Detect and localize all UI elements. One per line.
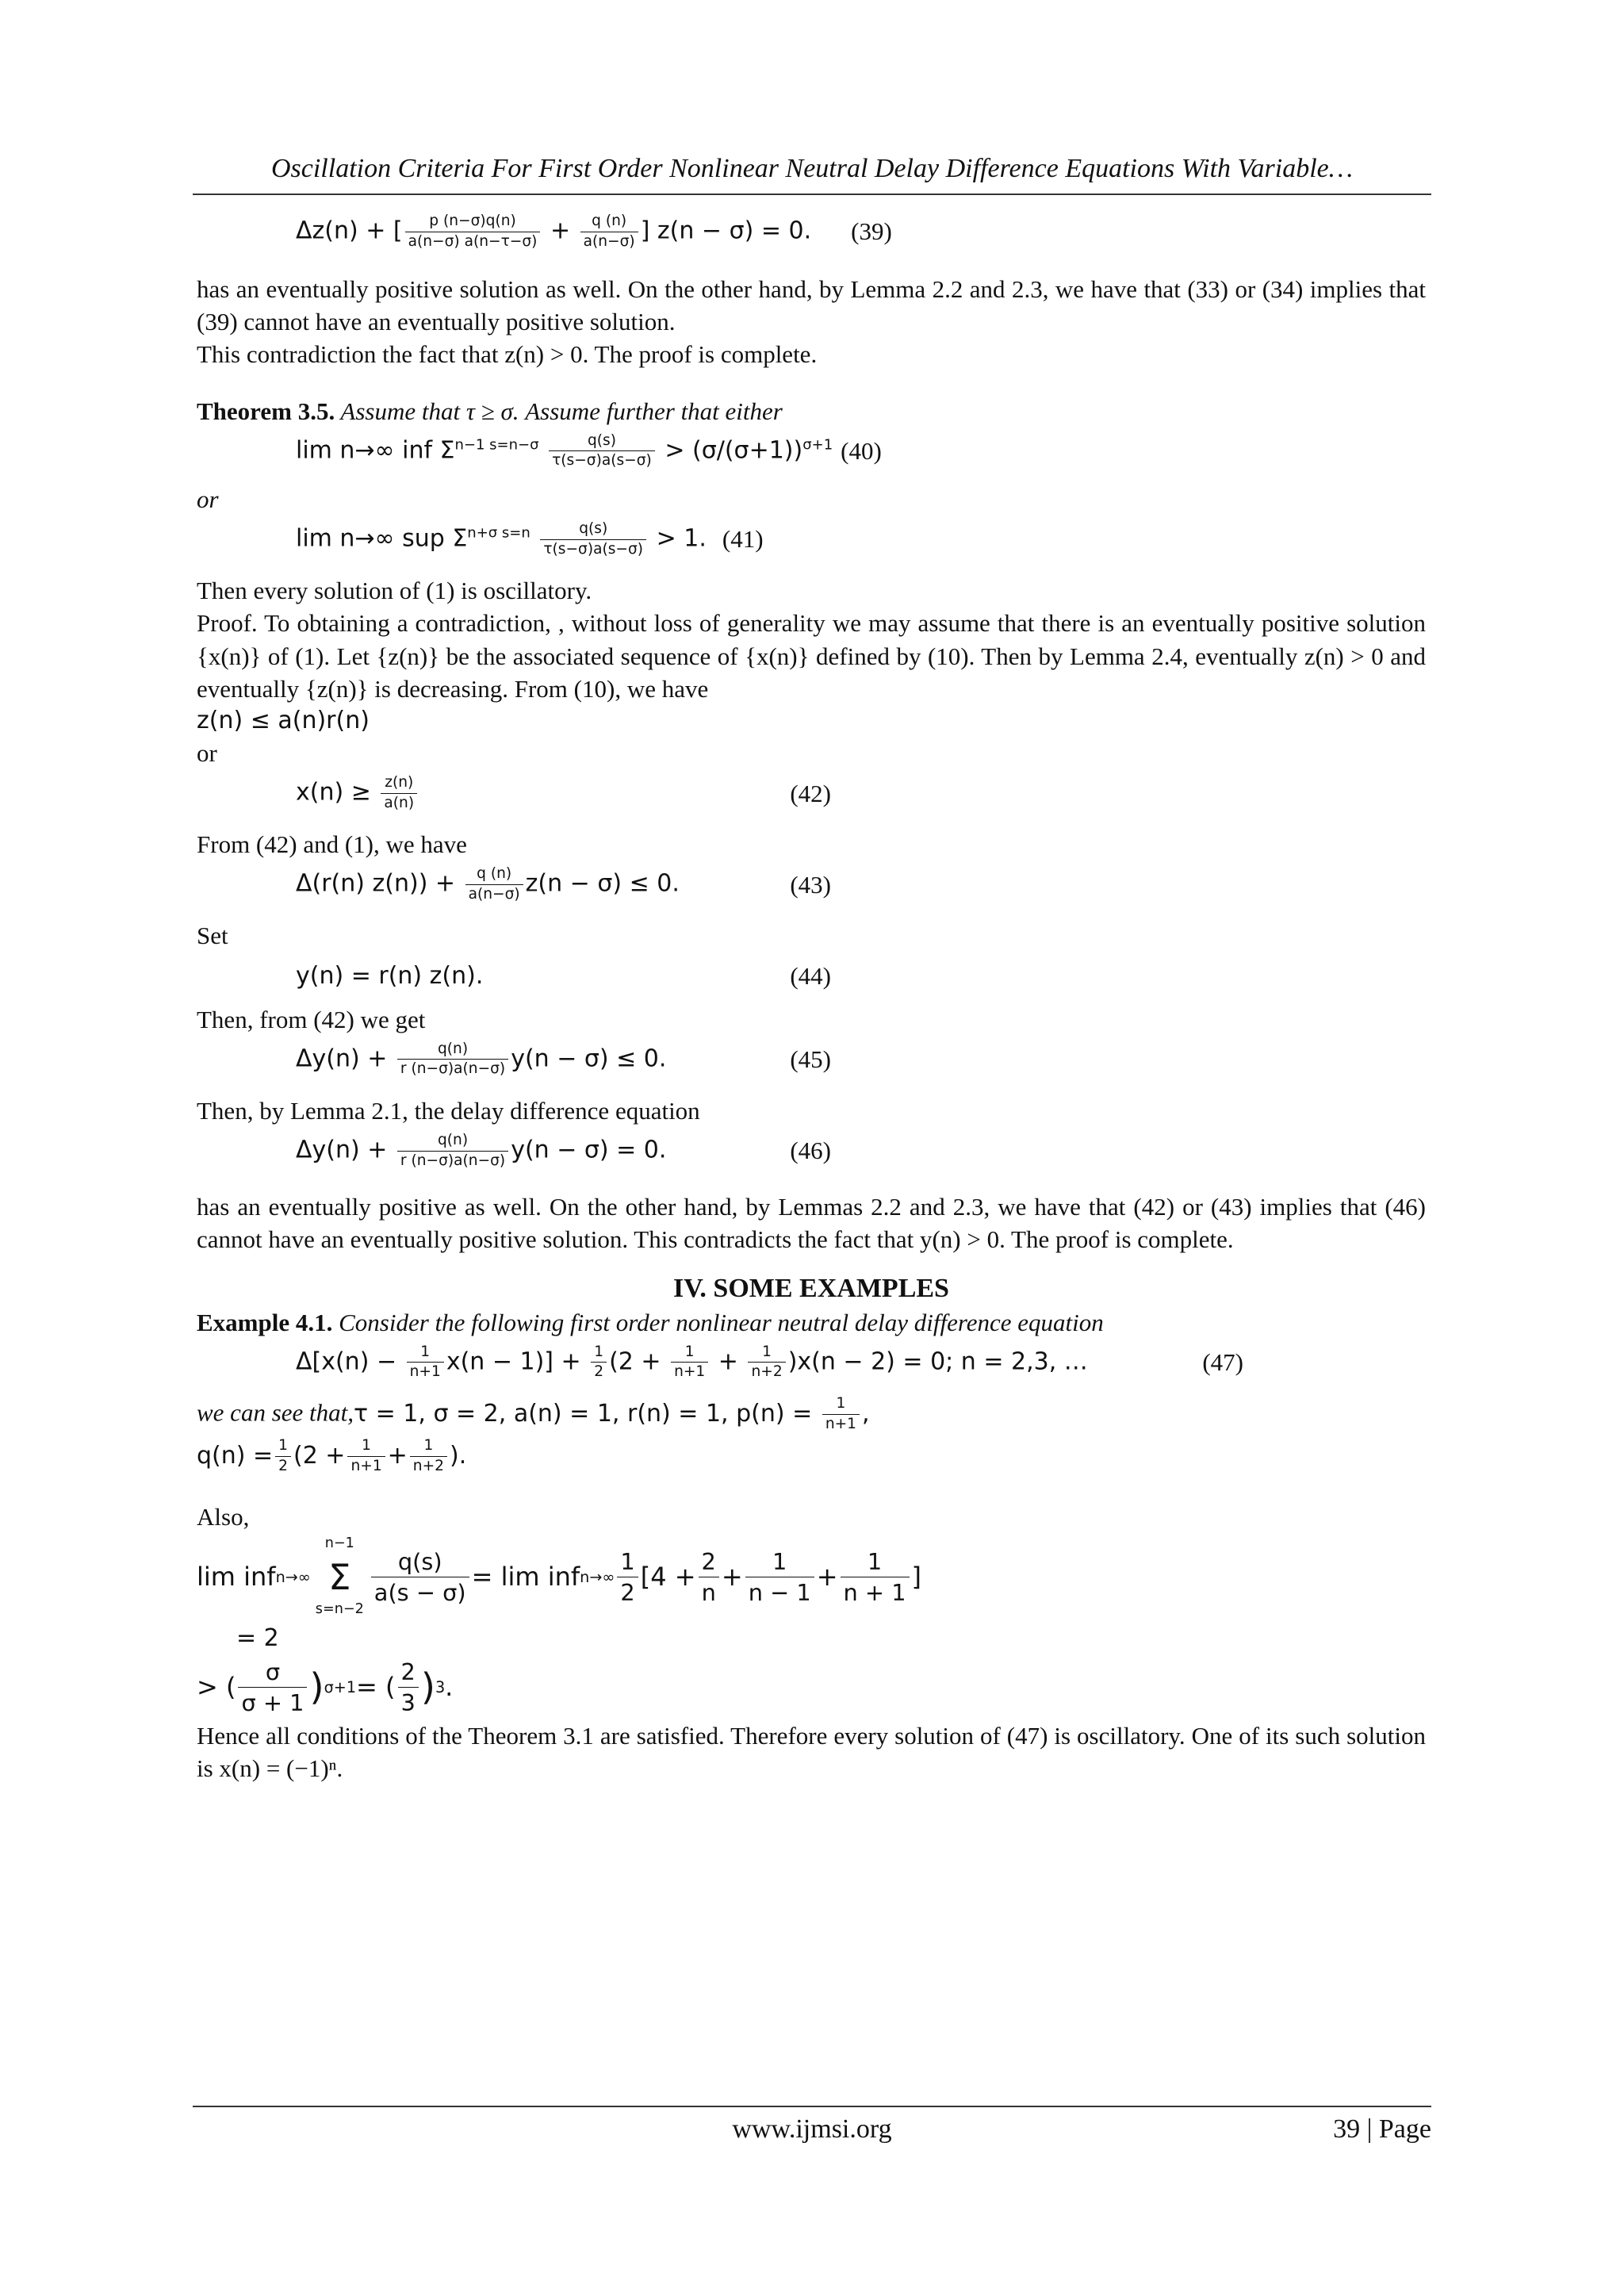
eq40-number: (40) (841, 437, 882, 466)
eq39-frac2: $\frac{q (n)}{a(n-\sigma)}$ (580, 212, 638, 251)
eq39-number: (39) (851, 217, 892, 246)
equation-45: Δy(n) + $\frac{q(n)}{r (n-\sigma)a(n-\sigma)}$ y(n − σ) ≤ 0. (45) (296, 1040, 831, 1078)
theorem-text: Assume that τ ≥ σ. Assume further that either (335, 397, 783, 425)
parameters-line: we can see that,τ = 1, σ = 2, a(n) = 1, r(n) = 1, p(n) = $\frac{1}{n+1}$ , (197, 1394, 870, 1432)
paragraph: has an eventually positive as well. On the other hand, by Lemmas 2.2 and 2.3, we have that (42) or (43) implies that (46) cannot have an eventually positive solution. This contradicts the fact that y(n) > 0. The proof is complete. (197, 1193, 1426, 1254)
eq42-number: (42) (790, 779, 831, 807)
eq39-lead: Δz(n) + [ (296, 217, 403, 245)
running-header: Oscillation Criteria For First Order Nonlinear Neutral Delay Difference Equations With Variable… (270, 154, 1354, 183)
or-text: or (197, 485, 219, 513)
result-line: = 2 (236, 1623, 279, 1652)
eq47-number: (47) (1202, 1348, 1243, 1377)
equation-43: Δ(r(n) z(n)) + $\frac{q (n)}{a(n-\sigma)}$ z(n − σ) ≤ 0. (43) (296, 865, 831, 903)
footer-url: www.ijmsi.org (732, 2114, 892, 2144)
or-text: or (197, 738, 217, 767)
equation-44: y(n) = r(n) z(n). (44) (197, 953, 831, 1000)
eq43-number: (43) (790, 870, 831, 899)
example-4-1 (197, 1306, 1426, 1339)
eq46-number: (46) (790, 1137, 831, 1165)
section-heading: IV. SOME EXAMPLES (673, 1273, 949, 1303)
paragraph: Also, (197, 1503, 250, 1531)
header-rule (193, 194, 1431, 195)
page-number: 39 | Page (1333, 2114, 1431, 2144)
paragraph: Then, by Lemma 2.1, the delay difference equation (197, 1096, 700, 1125)
equation-39: Δz(n) + [ $\frac{p (n-\sigma)q(n)}{a(n-\sigma) a(n-\tau-\sigma)}$ + $\frac{q (n)}{a(n-\sigma)}$ ] z(n − σ) = 0. (39) (197, 208, 1005, 255)
paragraph: Then every solution of (1) is oscillatory. (197, 577, 592, 605)
eq41-number: (41) (722, 525, 764, 554)
example-label: Example 4.1. (197, 1308, 333, 1336)
equation-41: lim n→∞ sup $\Sigma^{n+\sigma s=n}$ $\frac{q(s)}{\tau(s-\sigma)a(s-\sigma)}$ > 1. (41) (296, 519, 764, 558)
theorem-label: Theorem 3.5. (197, 397, 335, 425)
theorem-3-5 (197, 395, 1426, 427)
equation-40: lim n→∞ inf $\Sigma^{n-1 s=n-\sigma}$ $\frac{q(s)}{\tau(s-\sigma)a(s-\sigma)}$ > $(\sigma/(\sigma+1))^{\sigma+1}$ (40) (296, 431, 882, 470)
q-definition: q(n) = $\frac{1}{2}$ (2 + $\frac{1}{n+1}$ + $\frac{1}{n+2}$ ). (197, 1437, 467, 1474)
summation: n−1 Σ s=n−2 (315, 1535, 364, 1618)
paragraph: Then, from (42) we get (197, 1005, 426, 1033)
inequality: z(n) ≤ a(n)r(n) (197, 707, 370, 735)
eq45-number: (45) (790, 1045, 831, 1074)
proof-paragraph: Proof. To obtaining a contradiction, , without loss of generality we may assume that there is an eventually positive solution {x(n)} of (1). Let {z(n)} be the associated sequence of {x(n)} defined by (10). Then by Lemma 2.4, eventually z(n) > 0 and eventually {z(n)} is decreasing. From (10), we have (197, 609, 1426, 703)
eq44-number: (44) (790, 962, 831, 991)
comparison-line: > ( $\frac{\sigma}{\sigma + 1}$ ) σ+1 = ( $\frac{2}{3}$ ) 3 . (197, 1658, 454, 1717)
main-content (197, 208, 1426, 1784)
example-text: Consider the following first order nonlinear neutral delay difference equation (332, 1308, 1104, 1336)
equation-42: x(n) ≥ $\frac{z(n)}{a(n)}$ (42) (296, 773, 831, 811)
paragraph: This contradiction the fact that z(n) > 0. The proof is complete. (197, 340, 818, 369)
paragraph: From (42) and (1), we have (197, 830, 467, 859)
paragraph: Set (197, 922, 228, 950)
footer-rule (193, 2106, 1431, 2107)
paragraph: has an eventually positive solution as well. On the other hand, by Lemma 2.2 and 2.3, we have that (33) or (34) implies that (39) cannot have an eventually positive solution. (197, 275, 1426, 336)
paragraph: Hence all conditions of the Theorem 3.1 are satisfied. Therefore every solution of (47) is oscillatory. One of its such solution is x(n) = (−1)ⁿ. (197, 1721, 1426, 1782)
eq39-frac1: $\frac{p (n-\sigma)q(n)}{a(n-\sigma) a(n-\tau-\sigma)}$ (405, 212, 541, 251)
equation-46: Δy(n) + $\frac{q(n)}{r (n-\sigma)a(n-\sigma)}$ y(n − σ) = 0. (46) (296, 1131, 831, 1169)
equation-47: Δ[x(n) − $\frac{1}{n+1}$ x(n − 1)] + $\frac{1}{2}$ (2 + $\frac{1}{n+1}$ + $\frac{1}{n+2}$ )x(n − 2) = 0; n = 2,3, … (47) (296, 1343, 1243, 1381)
limit-computation: lim inf n→∞ n−1 Σ s=n−2 $\frac{q(s)}{a(s - \sigma)}$ = lim inf n→∞ $\frac{1}{2}$ [4 + $\frac{2}{n}$ + $\frac{1}{n - 1}$ + $\frac{1}{n + 1}$ ] (197, 1534, 1426, 1621)
